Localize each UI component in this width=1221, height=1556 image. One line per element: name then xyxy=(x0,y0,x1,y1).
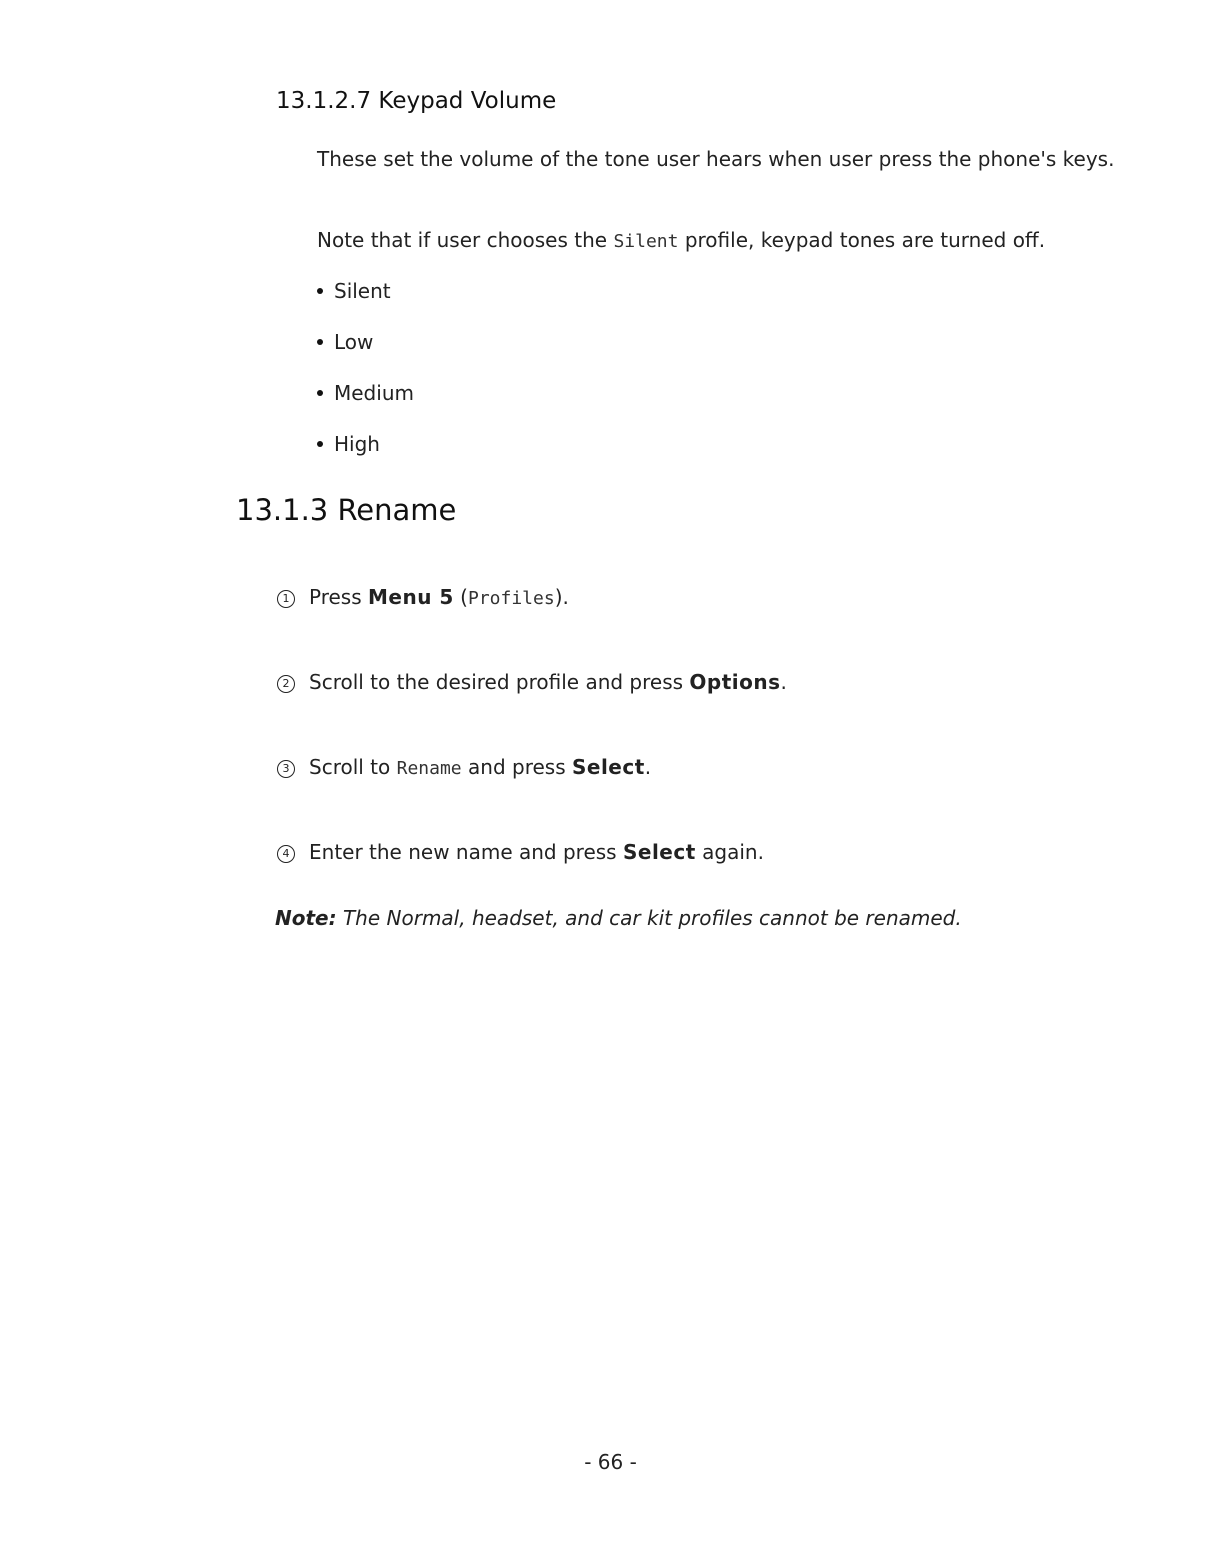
step-text: . xyxy=(644,755,652,779)
step-text: Scroll to xyxy=(309,755,397,779)
option-label: Medium xyxy=(334,381,414,405)
step-number-icon: 2 xyxy=(277,675,295,693)
key-label: Select xyxy=(622,840,696,864)
note-text-post: profile, keypad tones are turned off. xyxy=(678,228,1046,252)
step-text: Press xyxy=(309,585,368,609)
menu-code: Profiles xyxy=(468,588,555,609)
bullet-icon xyxy=(317,288,323,294)
step-number-icon: 3 xyxy=(277,760,295,778)
list-item xyxy=(317,432,380,456)
key-label: Select xyxy=(571,755,645,779)
step-text: . xyxy=(780,670,787,694)
step-text: and press xyxy=(461,755,572,779)
step-text: Enter the new name and press xyxy=(309,840,623,864)
section-heading-rename: 13.1.3 Rename xyxy=(236,493,457,527)
keypad-silent-note xyxy=(317,228,1045,252)
list-item xyxy=(317,279,391,303)
list-item xyxy=(317,381,414,405)
keypad-volume-description: These set the volume of the tone user hears when user press the phone's keys. xyxy=(317,147,1115,171)
option-label: High xyxy=(334,432,380,456)
note-label: Note: xyxy=(275,906,337,930)
step-number-icon: 4 xyxy=(277,845,295,863)
step-item xyxy=(277,670,787,695)
step-item xyxy=(277,585,569,610)
option-label: Low xyxy=(334,330,374,354)
page-number: - 66 - xyxy=(584,1450,637,1474)
step-number-icon: 1 xyxy=(277,590,295,608)
section-heading-keypad-volume: 13.1.2.7 Keypad Volume xyxy=(276,88,557,114)
step-text: ). xyxy=(554,585,569,609)
menu-code: Rename xyxy=(396,758,462,779)
bullet-icon xyxy=(317,339,323,345)
option-label: Silent xyxy=(334,279,391,303)
rename-note xyxy=(275,906,962,930)
step-text: Scroll to the desired profile and press xyxy=(309,670,690,694)
bullet-icon xyxy=(317,390,323,396)
note-text-pre: Note that if user chooses the xyxy=(317,228,614,252)
bullet-icon xyxy=(317,441,323,447)
step-text: again. xyxy=(695,840,764,864)
list-item xyxy=(317,330,373,354)
step-item xyxy=(277,840,764,865)
silent-profile-code: Silent xyxy=(613,231,679,252)
note-body: The Normal, headset, and car kit profiles cannot be renamed. xyxy=(336,906,962,930)
key-label: Menu 5 xyxy=(368,585,454,609)
step-text: ( xyxy=(453,585,468,609)
step-item xyxy=(277,755,651,780)
key-label: Options xyxy=(689,670,781,694)
